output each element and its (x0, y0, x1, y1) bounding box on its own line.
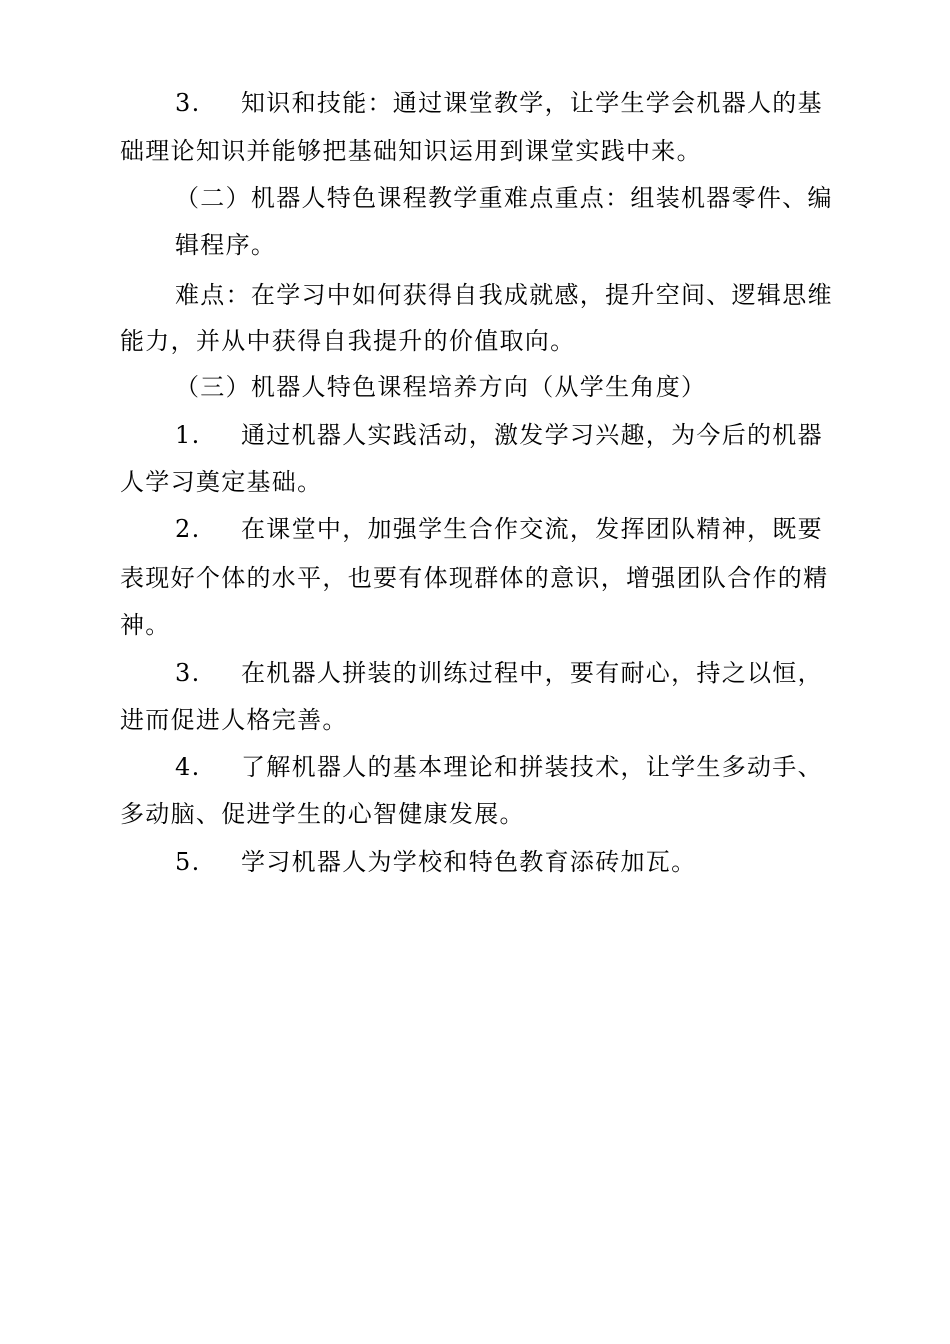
paragraph-text: 表现好个体的水平，也要有体现群体的意识，增强团队合作的精 (120, 564, 829, 592)
list-number: 3. (175, 659, 201, 687)
paragraph-text: 在机器人拼装的训练过程中，要有耐心，持之以恒， (241, 659, 823, 687)
section-heading: 辑程序。 (175, 231, 277, 259)
paragraph-text: 人学习奠定基础。 (120, 468, 323, 496)
paragraph-text: 知识和技能：通过课堂教学，让学生学会机器人的基 (241, 89, 823, 117)
paragraph-text: 神。 (120, 611, 171, 639)
list-number: 3. (175, 89, 201, 117)
section-heading: （三）机器人特色课程培养方向（从学生角度） (175, 373, 707, 401)
paragraph-text: 了解机器人的基本理论和拼装技术，让学生多动手、 (241, 753, 823, 781)
paragraph-text: 难点：在学习中如何获得自我成就感，提升空间、逻辑思维 (175, 281, 833, 309)
paragraph-text: 通过机器人实践活动，激发学习兴趣，为今后的机器 (241, 421, 823, 449)
paragraph-text: 多动脑、促进学生的心智健康发展。 (120, 800, 525, 828)
paragraph-text: 进而促进人格完善。 (120, 706, 348, 734)
list-number: 4. (175, 753, 201, 781)
paragraph-text: 础理论知识并能够把基础知识运用到课堂实践中来。 (120, 137, 702, 165)
list-number: 2. (175, 515, 201, 543)
section-heading: （二）机器人特色课程教学重难点重点：组装机器零件、编 (175, 184, 833, 212)
list-number: 1. (175, 421, 201, 449)
paragraph-text: 学习机器人为学校和特色教育添砖加瓦。 (241, 848, 697, 876)
paragraph-text: 在课堂中，加强学生合作交流，发挥团队精神，既要 (241, 515, 823, 543)
paragraph-text: 能力，并从中获得自我提升的价值取向。 (120, 327, 576, 355)
list-number: 5. (175, 848, 201, 876)
